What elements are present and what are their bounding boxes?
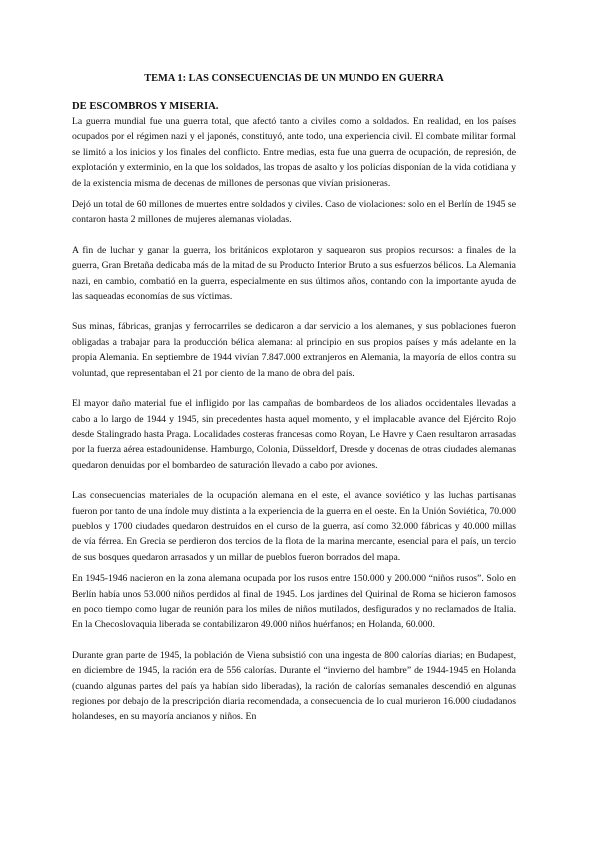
- paragraph-bombing: El mayor daño material fue el infligido por las campañas de bombardeos de los aliados occidentales llevadas a cabo a lo largo de 1944 y 1945, sin precedentes hasta aquel momento, y el implacable avance del Ejército Rojo desde Stalingrado hasta Praga. Localidades costeras francesas como Royan, Le Havre y Caen resultaron arrasadas por la fuerza aérea estadounidense. Hamburgo, Colonia, Düsseldorf, Dresde y docenas de otras ciudades alemanas quedaron denuidas por el bombardeo de saturación llevado a cabo por aviones.: [72, 398, 516, 471]
- section-heading: DE ESCOMBROS Y MISERIA.: [72, 101, 219, 112]
- paragraph-forced-labor: Sus minas, fábricas, granjas y ferrocarriles se dedicaron a dar servicio a los alemanes, y sus poblaciones fueron obligadas a trabajar para la producción bélica alemana: al principio en sus propios países y más adelante en la propia Alemania. En septiembre de 1944 vivían 7.847.000 extranjeros en Alemania, la mayoría de ellos contra su voluntad, que representaban el 21 por ciento de la mano de obra del país.: [72, 321, 516, 379]
- paragraph-hunger: Durante gran parte de 1945, la población de Viena subsistió con una ingesta de 800 calorías diarias; en Budapest, en diciembre de 1945, la ración era de 556 calorías. Durante el “invierno del hambre” de 1944-1945 en Holanda (cuando algunas partes del país ya habían sido liberadas), la ración de calorías semanales descendió en algunas regiones por debajo de la prescripción diaria recomendada, a consecuencia de lo cual murieron 16.000 ciudadanos holandeses, en su mayoría ancianos y niños. En: [72, 649, 516, 723]
- paragraph-total-war: La guerra mundial fue una guerra total, que afectó tanto a civiles como a soldados. En realidad, en los países ocupados por el régimen nazi y el japonés, constituyó, ante todo, una experiencia civil. El combate militar formal se limitó a los inicios y los finales del conflicto. Entre medias, esta fue una guerra de ocupación, de represión, de explotación y exterminio, en la que los soldados, las tropas de asalto y los policías disponían de la vida cotidiana y de la existencia misma de decenas de millones de personas que vivían prisioneras.: [72, 116, 516, 189]
- paragraph-children: En 1945-1946 nacieron en la zona alemana ocupada por los rusos entre 150.000 y 200.000 “niños rusos”. Solo en Berlín había unos 53.000 niños perdidos al final de 1945. Los jardines del Quirinal de Roma se hicieron famosos en poco tiempo como lugar de reunión para los miles de niños mutilados, desfigurados y no reclamados de Italia. En la Checoslovaquia liberada se contabilizaron 49.000 niños huérfanos; en Holanda, 60.000.: [72, 573, 516, 631]
- paragraph-eastern-front: Las consecuencias materiales de la ocupación alemana en el este, el avance soviético y las luchas partisanas fueron por tanto de una índole muy distinta a la experiencia de la guerra en el oeste. En la Unión Soviética, 70.000 pueblos y 1700 ciudades quedaron destruidos en el curso de la guerra, así como 32.000 fábricas y 40.000 millas de vía férrea. En Grecia se perdieron dos tercios de la flota de la marina mercante, esencial para el país, un tercio de sus bosques quedaron arrasados y un millar de pueblos fueron borrados del mapa.: [72, 490, 516, 563]
- document-title: TEMA 1: LAS CONSECUENCIAS DE UN MUNDO EN GUERRA: [144, 73, 444, 84]
- paragraph-deaths: Dejó un total de 60 millones de muertes entre soldados y civiles. Caso de violaciones: solo en el Berlín de 1945 se contaron hasta 2 millones de mujeres alemanas violadas.: [72, 199, 516, 226]
- document-page: [72, 72, 516, 725]
- paragraph-resources: A fin de luchar y ganar la guerra, los británicos explotaron y saquearon sus propios recursos: a finales de la guerra, Gran Bretaña dedicaba más de la mitad de su Producto Interior Bruto a sus esfuerzos bélicos. La Alemania nazi, en cambio, combatió en la guerra, especialmente en sus últimos años, contando con la importante ayuda de las saqueadas economías de sus víctimas.: [72, 244, 516, 303]
